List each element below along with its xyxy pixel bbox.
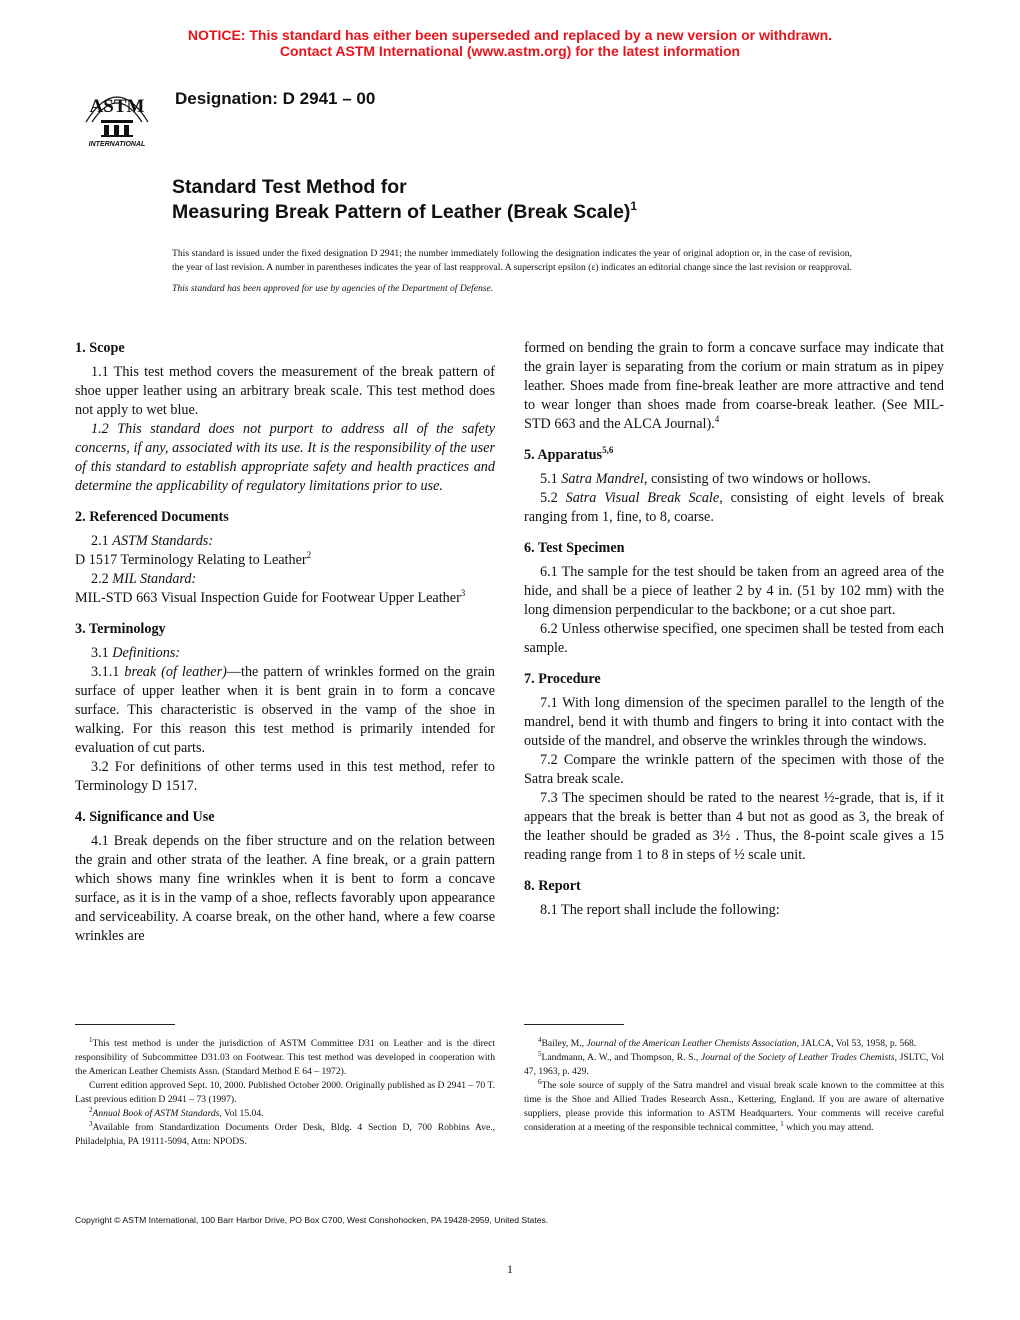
section-heading-apparatus: 5. Apparatus$^{5,6}$ (524, 445, 614, 463)
section-heading-significance: 4. Significance and Use (75, 809, 215, 825)
reference-mil-std-663: MIL-STD 663 Visual Inspection Guide for Footwear Upper Leather$^3$ (75, 588, 466, 606)
paragraph-4-1-continued: formed on bending the grain to form a concave surface may indicate that the grain layer is separating from the corium or main stratum as in pipey leather. Shoes made from fine-break leather are more attractive and tend to wear longer than shoes made from coarse-break leather. (See MIL-STD 663 and the ALCA Journal).$^4$ (524, 340, 944, 432)
footnotes-left (75, 1037, 495, 1149)
left-column (75, 339, 495, 946)
section-heading-report: 8. Report (524, 878, 581, 894)
reference-d1517: D 1517 Terminology Relating to Leather$^2$ (75, 550, 312, 568)
section-heading-procedure: 7. Procedure (524, 671, 601, 687)
section-heading-terminology: 3. Terminology (75, 621, 166, 637)
logo-text: ASTM (89, 96, 145, 117)
paragraph-6-1: 6.1 The sample for the test should be taken from an agreed area of the hide, and shall be a piece of leather 2 by 4 in. (51 by 102 mm) with the long dimension perpendicular to the backbone; or a cut shoe part. (524, 564, 944, 618)
notice-line-1: NOTICE: This standard has either been superseded and replaced by a new version or withdrawn. (187, 27, 833, 43)
paragraph-5-1: 5.1 Satra Mandrel, consisting of two windows or hollows. (540, 471, 871, 487)
paragraph-7-3: 7.3 The specimen should be rated to the nearest ½-grade, that is, if it appears that the break is better than 4 but not as good as 3, the break of the leather should be graded as 3½ . Thus, the 8-point scale gives a 15 reading range from 1 to 8 in steps of ½ scale unit. (524, 790, 944, 863)
right-column (524, 339, 944, 920)
copyright-line: Copyright © ASTM International, 100 Barr Harbor Drive, PO Box C700, West Conshohocken, PA 19428-2959, United States. (75, 1215, 549, 1225)
section-heading-test-specimen: 6. Test Specimen (524, 540, 625, 556)
footnote-1: $^1$This test method is under the jurisdiction of ASTM Committee D31 on Leather and is the direct responsibility of Subcommittee D31.03 on Footwear. This test method was developed in cooperation with the American Leather Chemists Assn. (Standard Method E 64 – 1972). (75, 1036, 495, 1077)
footnote-1-edition: Current edition approved Sept. 10, 2000. Published October 2000. Originally published as D 2941 – 70 T. Last previous edition D 2941 – 73 (1997). (75, 1080, 495, 1105)
astm-logo (74, 78, 160, 148)
title-footnote-mark[interactable]: 1 (630, 199, 638, 213)
document-title (172, 175, 637, 225)
footnote-6: $^6$The sole source of supply of the Satra mandrel and visual break scale known to the committee at this time is the Shoe and Allied Trades Research Assn., Kettering, England. If you are aware of alternative suppliers, please provide this information to ASTM Headquarters. Your comments will receive careful consideration at a meeting of the responsible technical committee, $^1$ which you may attend. (524, 1078, 944, 1133)
footnote-3: $^3$Available from Standardization Documents Order Desk, Bldg. 4 Section D, 700 Robbins Ave., Philadelphia, PA 19111-5094, Attn: NPODS. (75, 1120, 495, 1147)
paragraph-7-2: 7.2 Compare the wrinkle pattern of the specimen with those of the Satra break scale. (524, 752, 944, 787)
page-number: 1 (507, 1262, 513, 1276)
dod-statement: This standard has been approved for use by agencies of the Department of Defense. (172, 283, 494, 294)
section-heading-scope: 1. Scope (75, 340, 125, 356)
paragraph-3-2: 3.2 For definitions of other terms used in this test method, refer to Terminology D 1517. (75, 759, 495, 794)
preamble (172, 247, 852, 296)
paragraph-7-1: 7.1 With long dimension of the specimen parallel to the length of the mandrel, bend it with thumb and fingers to bring it into contact with the outside of the mandrel, and observe the wrinkles through the windows. (524, 695, 944, 749)
subsection-3-1: 3.1 Definitions: (91, 645, 181, 661)
footnote-rule-right (524, 1024, 624, 1025)
title-line-1: Standard Test Method for (172, 176, 407, 198)
issue-statement: This standard is issued under the fixed designation D 2941; the number immediately following the designation indicates the year of original adoption or, in the case of revision, the year of last revision. A number in parentheses indicates the year of last reapproval. A superscript epsilon (ε) indicates an editorial change since the last revision or reapproval. (172, 248, 852, 273)
paragraph-4-1: 4.1 Break depends on the fiber structure and on the relation between the grain and other strata of the leather. A fine break, or a grain pattern which shows many fine wrinkles when it is bent to form a concave surface, as it is in the vamp of a shoe, reflects favorably upon appearance and serviceability. A coarse break, on the other hand, where a few coarse wrinkles are (75, 833, 495, 944)
footnote-4: $^4$Bailey, M., Journal of the American Leather Chemists Association, JALCA, Vol 53, 1958, p. 568. (538, 1036, 917, 1049)
designation: Designation: D 2941 – 00 (175, 89, 376, 108)
subsection-2-1: 2.1 ASTM Standards: (91, 533, 214, 549)
footnote-rule-left (75, 1024, 175, 1025)
withdrawal-notice (0, 27, 1020, 59)
paragraph-1-2: 1.2 This standard does not purport to address all of the safety concerns, if any, associated with its use. It is the responsibility of the user of this standard to establish appropriate safety and health practices and determine the applicability of regulatory limitations prior to use. (75, 421, 495, 494)
logo-subtext: INTERNATIONAL (88, 141, 146, 148)
paragraph-8-1: 8.1 The report shall include the following: (540, 902, 780, 918)
subsection-2-2: 2.2 MIL Standard: (91, 571, 197, 587)
paragraph-6-2: 6.2 Unless otherwise specified, one specimen shall be tested from each sample. (524, 621, 944, 656)
footnote-5: $^5$Landmann, A. W., and Thompson, R. S., Journal of the Society of Leather Trades Chemists, JSLTC, Vol 47, 1963, p. 429. (524, 1050, 944, 1077)
definition-break: 3.1.1 break (of leather)—the pattern of wrinkles formed on the grain surface of upper leather when it is bent grain in to form a concave surface. This characteristic is observed in the vamp of the shoe in walking. For this reason this test method is primarily intended for evaluation of cut parts. (75, 664, 495, 756)
footnote-2: $^2$Annual Book of ASTM Standards, Vol 15.04. (89, 1106, 264, 1119)
title-line-2: Measuring Break Pattern of Leather (Break Scale)$^1$ (172, 199, 638, 223)
notice-line-2: Contact ASTM International (www.astm.org) for the latest information (279, 43, 741, 59)
footnotes-right (524, 1037, 944, 1135)
paragraph-1-1: 1.1 This test method covers the measurement of the break pattern of shoe upper leather using an arbitrary break scale. This test method does not apply to wet blue. (75, 364, 495, 418)
paragraph-5-2: 5.2 Satra Visual Break Scale, consisting of eight levels of break ranging from 1, fine, to 8, coarse. (524, 490, 944, 525)
section-heading-referenced-documents: 2. Referenced Documents (75, 509, 229, 525)
